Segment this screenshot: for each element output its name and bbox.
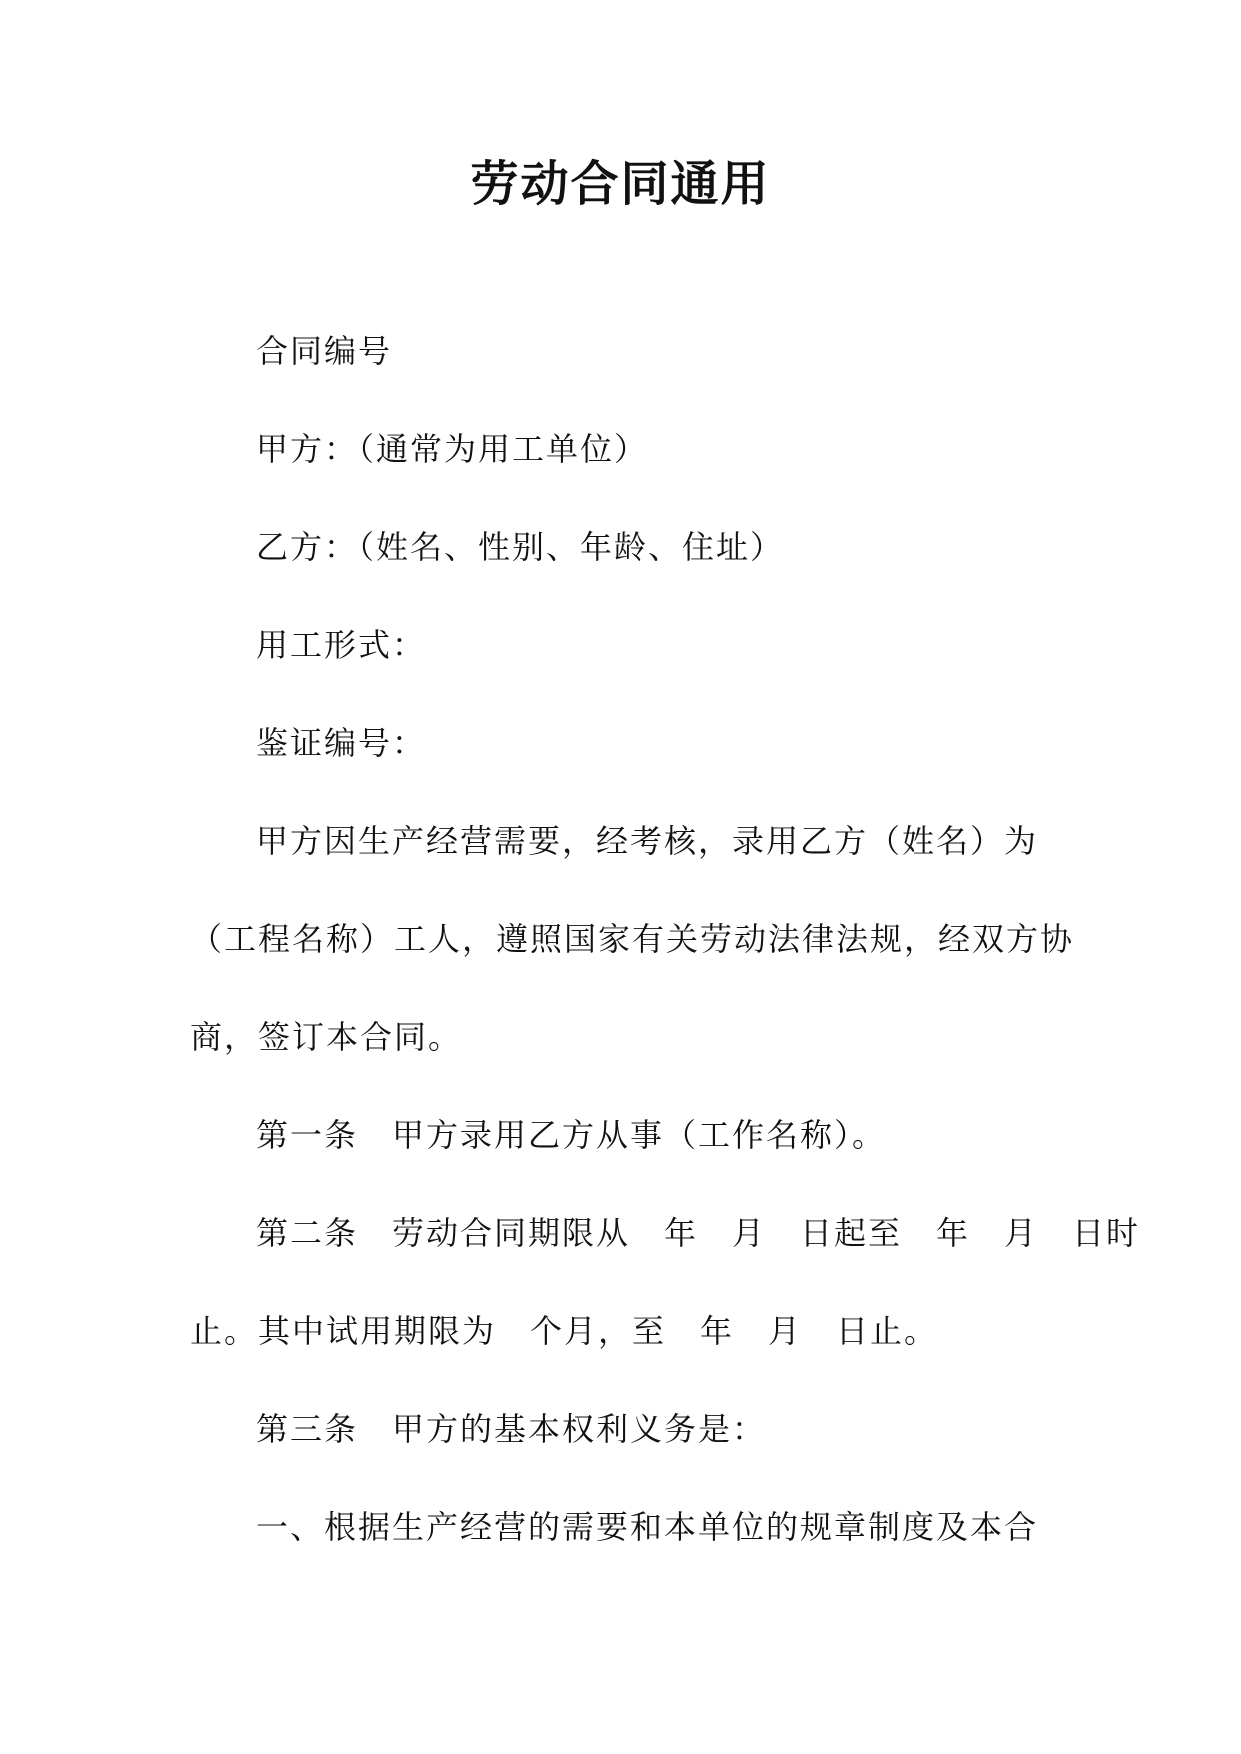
article-3-label: 第三条 xyxy=(256,1410,359,1448)
party-b-line: 乙方：（姓名、性别、年龄、住址） xyxy=(256,528,785,566)
verification-number-line: 鉴证编号： xyxy=(256,724,427,762)
intro-line-1: 甲方因生产经营需要，经考核，录用乙方（姓名）为 xyxy=(256,822,1039,860)
intro-paragraph xyxy=(190,792,1075,1086)
article-1-text: 甲方录用乙方从事（工作名称）。 xyxy=(392,1116,887,1154)
document-title: 劳动合同通用 xyxy=(470,156,771,212)
document-body xyxy=(190,302,1141,1576)
article-3-text: 甲方的基本权利义务是： xyxy=(392,1410,767,1448)
intro-line-2: （工程名称）工人，遵照国家有关劳动法律法规，经双方协 xyxy=(190,920,1075,958)
item-1: 一、根据生产经营的需要和本单位的规章制度及本合 xyxy=(256,1508,1039,1546)
party-a-line: 甲方：（通常为用工单位） xyxy=(256,430,649,468)
article-2-line-2: 止。其中试用期限为 个月，至 年 月 日止。 xyxy=(190,1312,939,1350)
intro-line-3: 商，签订本合同。 xyxy=(190,1018,463,1056)
contract-number-line: 合同编号 xyxy=(256,332,393,370)
article-1-label: 第一条 xyxy=(256,1116,359,1154)
article-3 xyxy=(190,1380,1028,1478)
employment-form-line: 用工形式： xyxy=(256,626,427,664)
article-1 xyxy=(190,1086,1028,1184)
article-2-line-1: 第二条 劳动合同期限从 年 月 日起至 年 月 日时 xyxy=(256,1214,1141,1252)
article-2 xyxy=(190,1184,1141,1380)
